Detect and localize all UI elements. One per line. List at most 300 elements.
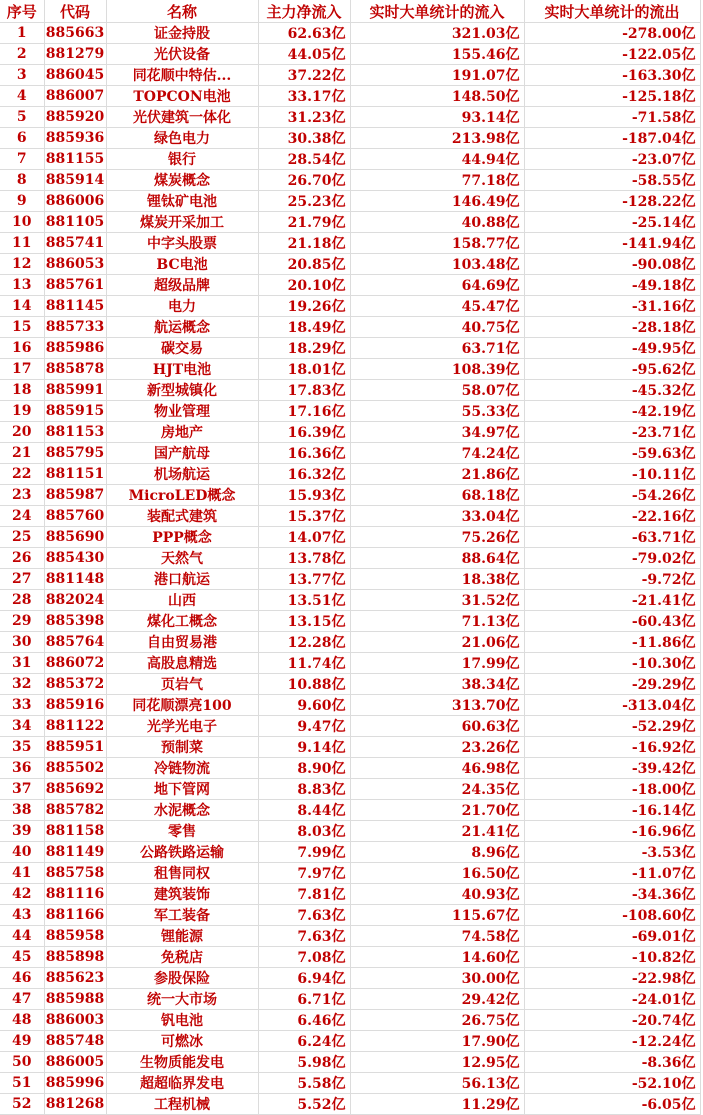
cell-rank: 21 bbox=[0, 443, 44, 464]
cell-large-inflow: 115.67亿 bbox=[350, 905, 524, 926]
cell-large-inflow: 29.42亿 bbox=[350, 989, 524, 1010]
cell-net-inflow: 6.94亿 bbox=[258, 968, 350, 989]
cell-rank: 52 bbox=[0, 1094, 44, 1115]
cell-large-outflow: -95.62亿 bbox=[524, 359, 700, 380]
cell-net-inflow: 16.32亿 bbox=[258, 464, 350, 485]
cell-name: 电力 bbox=[106, 296, 258, 317]
cell-net-inflow: 6.24亿 bbox=[258, 1031, 350, 1052]
cell-net-inflow: 20.85亿 bbox=[258, 254, 350, 275]
cell-net-inflow: 30.38亿 bbox=[258, 128, 350, 149]
cell-net-inflow: 15.93亿 bbox=[258, 485, 350, 506]
table-row bbox=[0, 86, 700, 107]
cell-rank: 14 bbox=[0, 296, 44, 317]
table-row bbox=[0, 317, 700, 338]
cell-net-inflow: 7.97亿 bbox=[258, 863, 350, 884]
table-row bbox=[0, 800, 700, 821]
cell-name: 参股保险 bbox=[106, 968, 258, 989]
cell-name: 自由贸易港 bbox=[106, 632, 258, 653]
cell-name: 页岩气 bbox=[106, 674, 258, 695]
table-row bbox=[0, 611, 700, 632]
cell-rank: 37 bbox=[0, 779, 44, 800]
cell-net-inflow: 17.16亿 bbox=[258, 401, 350, 422]
cell-code: 885936 bbox=[44, 128, 106, 149]
cell-name: 碳交易 bbox=[106, 338, 258, 359]
cell-code: 881166 bbox=[44, 905, 106, 926]
cell-large-outflow: -90.08亿 bbox=[524, 254, 700, 275]
table-row bbox=[0, 1094, 700, 1115]
cell-net-inflow: 16.36亿 bbox=[258, 443, 350, 464]
cell-large-outflow: -313.04亿 bbox=[524, 695, 700, 716]
cell-large-outflow: -8.36亿 bbox=[524, 1052, 700, 1073]
cell-code: 885878 bbox=[44, 359, 106, 380]
cell-name: 锂能源 bbox=[106, 926, 258, 947]
table-row bbox=[0, 758, 700, 779]
cell-rank: 32 bbox=[0, 674, 44, 695]
cell-name: 港口航运 bbox=[106, 569, 258, 590]
cell-net-inflow: 10.88亿 bbox=[258, 674, 350, 695]
cell-code: 885782 bbox=[44, 800, 106, 821]
cell-name: 绿色电力 bbox=[106, 128, 258, 149]
cell-large-outflow: -45.32亿 bbox=[524, 380, 700, 401]
table-row bbox=[0, 485, 700, 506]
cell-large-inflow: 30.00亿 bbox=[350, 968, 524, 989]
cell-name: 物业管理 bbox=[106, 401, 258, 422]
cell-name: HJT电池 bbox=[106, 359, 258, 380]
cell-name: TOPCON电池 bbox=[106, 86, 258, 107]
cell-name: 光伏设备 bbox=[106, 44, 258, 65]
cell-code: 885996 bbox=[44, 1073, 106, 1094]
cell-rank: 44 bbox=[0, 926, 44, 947]
cell-large-outflow: -29.29亿 bbox=[524, 674, 700, 695]
cell-large-inflow: 17.90亿 bbox=[350, 1031, 524, 1052]
cell-rank: 38 bbox=[0, 800, 44, 821]
cell-name: 公路铁路运输 bbox=[106, 842, 258, 863]
cell-large-outflow: -79.02亿 bbox=[524, 548, 700, 569]
table-row bbox=[0, 464, 700, 485]
cell-large-outflow: -63.71亿 bbox=[524, 527, 700, 548]
cell-large-outflow: -58.55亿 bbox=[524, 170, 700, 191]
cell-code: 885623 bbox=[44, 968, 106, 989]
table-row bbox=[0, 863, 700, 884]
cell-rank: 30 bbox=[0, 632, 44, 653]
cell-code: 885690 bbox=[44, 527, 106, 548]
cell-large-outflow: -9.72亿 bbox=[524, 569, 700, 590]
cell-code: 885733 bbox=[44, 317, 106, 338]
table-row bbox=[0, 674, 700, 695]
table-row bbox=[0, 842, 700, 863]
cell-code: 885795 bbox=[44, 443, 106, 464]
cell-large-outflow: -18.00亿 bbox=[524, 779, 700, 800]
cell-net-inflow: 31.23亿 bbox=[258, 107, 350, 128]
cell-code: 885692 bbox=[44, 779, 106, 800]
cell-code: 885958 bbox=[44, 926, 106, 947]
cell-code: 885898 bbox=[44, 947, 106, 968]
table-row bbox=[0, 44, 700, 65]
cell-rank: 3 bbox=[0, 65, 44, 86]
cell-net-inflow: 12.28亿 bbox=[258, 632, 350, 653]
cell-rank: 22 bbox=[0, 464, 44, 485]
cell-net-inflow: 5.98亿 bbox=[258, 1052, 350, 1073]
cell-large-outflow: -49.18亿 bbox=[524, 275, 700, 296]
cell-large-inflow: 191.07亿 bbox=[350, 65, 524, 86]
cell-net-inflow: 15.37亿 bbox=[258, 506, 350, 527]
cell-large-outflow: -60.43亿 bbox=[524, 611, 700, 632]
header-net-inflow: 主力净流入 bbox=[258, 0, 350, 23]
cell-net-inflow: 25.23亿 bbox=[258, 191, 350, 212]
cell-large-inflow: 75.26亿 bbox=[350, 527, 524, 548]
cell-name: 建筑装饰 bbox=[106, 884, 258, 905]
cell-large-outflow: -59.63亿 bbox=[524, 443, 700, 464]
cell-name: 预制菜 bbox=[106, 737, 258, 758]
cell-name: 煤化工概念 bbox=[106, 611, 258, 632]
cell-name: 国产航母 bbox=[106, 443, 258, 464]
table-row bbox=[0, 422, 700, 443]
cell-rank: 11 bbox=[0, 233, 44, 254]
cell-large-inflow: 24.35亿 bbox=[350, 779, 524, 800]
cell-code: 885760 bbox=[44, 506, 106, 527]
cell-large-inflow: 11.29亿 bbox=[350, 1094, 524, 1115]
cell-code: 886003 bbox=[44, 1010, 106, 1031]
cell-rank: 35 bbox=[0, 737, 44, 758]
cell-large-inflow: 63.71亿 bbox=[350, 338, 524, 359]
cell-net-inflow: 16.39亿 bbox=[258, 422, 350, 443]
cell-large-inflow: 103.48亿 bbox=[350, 254, 524, 275]
cell-net-inflow: 13.15亿 bbox=[258, 611, 350, 632]
table-row bbox=[0, 107, 700, 128]
header-code: 代码 bbox=[44, 0, 106, 23]
cell-name: 工程机械 bbox=[106, 1094, 258, 1115]
cell-large-outflow: -49.95亿 bbox=[524, 338, 700, 359]
cell-large-inflow: 213.98亿 bbox=[350, 128, 524, 149]
cell-name: 锂钛矿电池 bbox=[106, 191, 258, 212]
cell-net-inflow: 7.63亿 bbox=[258, 905, 350, 926]
cell-large-inflow: 33.04亿 bbox=[350, 506, 524, 527]
cell-name: 山西 bbox=[106, 590, 258, 611]
cell-large-inflow: 26.75亿 bbox=[350, 1010, 524, 1031]
cell-large-inflow: 21.41亿 bbox=[350, 821, 524, 842]
table-row bbox=[0, 716, 700, 737]
cell-name: 煤炭开采加工 bbox=[106, 212, 258, 233]
cell-rank: 4 bbox=[0, 86, 44, 107]
header-name: 名称 bbox=[106, 0, 258, 23]
cell-rank: 23 bbox=[0, 485, 44, 506]
cell-code: 881155 bbox=[44, 149, 106, 170]
cell-large-inflow: 74.24亿 bbox=[350, 443, 524, 464]
cell-code: 885741 bbox=[44, 233, 106, 254]
cell-net-inflow: 7.81亿 bbox=[258, 884, 350, 905]
cell-large-inflow: 60.63亿 bbox=[350, 716, 524, 737]
cell-large-outflow: -25.14亿 bbox=[524, 212, 700, 233]
table-row bbox=[0, 1010, 700, 1031]
cell-code: 886072 bbox=[44, 653, 106, 674]
cell-rank: 39 bbox=[0, 821, 44, 842]
table-row bbox=[0, 968, 700, 989]
cell-large-outflow: -187.04亿 bbox=[524, 128, 700, 149]
cell-code: 886045 bbox=[44, 65, 106, 86]
cell-rank: 10 bbox=[0, 212, 44, 233]
table-row bbox=[0, 254, 700, 275]
cell-name: 新型城镇化 bbox=[106, 380, 258, 401]
cell-large-inflow: 68.18亿 bbox=[350, 485, 524, 506]
cell-name: 装配式建筑 bbox=[106, 506, 258, 527]
cell-code: 881279 bbox=[44, 44, 106, 65]
cell-large-inflow: 44.94亿 bbox=[350, 149, 524, 170]
cell-net-inflow: 14.07亿 bbox=[258, 527, 350, 548]
cell-name: 冷链物流 bbox=[106, 758, 258, 779]
cell-code: 881116 bbox=[44, 884, 106, 905]
cell-name: 可燃冰 bbox=[106, 1031, 258, 1052]
cell-large-inflow: 23.26亿 bbox=[350, 737, 524, 758]
cell-large-outflow: -39.42亿 bbox=[524, 758, 700, 779]
cell-rank: 47 bbox=[0, 989, 44, 1010]
table-row bbox=[0, 632, 700, 653]
cell-code: 885430 bbox=[44, 548, 106, 569]
cell-large-inflow: 93.14亿 bbox=[350, 107, 524, 128]
cell-large-outflow: -3.53亿 bbox=[524, 842, 700, 863]
cell-net-inflow: 9.14亿 bbox=[258, 737, 350, 758]
table-row bbox=[0, 359, 700, 380]
cell-rank: 17 bbox=[0, 359, 44, 380]
cell-name: 中字头股票 bbox=[106, 233, 258, 254]
cell-name: 水泥概念 bbox=[106, 800, 258, 821]
cell-net-inflow: 6.46亿 bbox=[258, 1010, 350, 1031]
cell-rank: 25 bbox=[0, 527, 44, 548]
cell-rank: 20 bbox=[0, 422, 44, 443]
cell-large-inflow: 148.50亿 bbox=[350, 86, 524, 107]
cell-large-outflow: -108.60亿 bbox=[524, 905, 700, 926]
table-row bbox=[0, 149, 700, 170]
table-row bbox=[0, 569, 700, 590]
cell-large-outflow: -11.86亿 bbox=[524, 632, 700, 653]
cell-rank: 24 bbox=[0, 506, 44, 527]
table-row bbox=[0, 737, 700, 758]
cell-large-outflow: -16.14亿 bbox=[524, 800, 700, 821]
cell-large-inflow: 12.95亿 bbox=[350, 1052, 524, 1073]
cell-large-outflow: -54.26亿 bbox=[524, 485, 700, 506]
table-row bbox=[0, 527, 700, 548]
cell-net-inflow: 13.51亿 bbox=[258, 590, 350, 611]
table-row bbox=[0, 338, 700, 359]
cell-net-inflow: 13.78亿 bbox=[258, 548, 350, 569]
cell-net-inflow: 7.08亿 bbox=[258, 947, 350, 968]
table-row bbox=[0, 926, 700, 947]
cell-large-inflow: 71.13亿 bbox=[350, 611, 524, 632]
cell-rank: 49 bbox=[0, 1031, 44, 1052]
cell-net-inflow: 20.10亿 bbox=[258, 275, 350, 296]
cell-code: 885758 bbox=[44, 863, 106, 884]
table-row bbox=[0, 506, 700, 527]
cell-rank: 28 bbox=[0, 590, 44, 611]
cell-code: 885914 bbox=[44, 170, 106, 191]
cell-large-inflow: 38.34亿 bbox=[350, 674, 524, 695]
cell-code: 885748 bbox=[44, 1031, 106, 1052]
cell-net-inflow: 37.22亿 bbox=[258, 65, 350, 86]
cell-name: 军工装备 bbox=[106, 905, 258, 926]
cell-name: 航运概念 bbox=[106, 317, 258, 338]
cell-code: 881158 bbox=[44, 821, 106, 842]
cell-code: 885920 bbox=[44, 107, 106, 128]
cell-large-inflow: 40.88亿 bbox=[350, 212, 524, 233]
cell-large-inflow: 8.96亿 bbox=[350, 842, 524, 863]
cell-large-inflow: 17.99亿 bbox=[350, 653, 524, 674]
cell-name: 同花顺中特估... bbox=[106, 65, 258, 86]
cell-large-outflow: -71.58亿 bbox=[524, 107, 700, 128]
cell-large-inflow: 40.93亿 bbox=[350, 884, 524, 905]
cell-large-inflow: 88.64亿 bbox=[350, 548, 524, 569]
cell-large-outflow: -163.30亿 bbox=[524, 65, 700, 86]
cell-rank: 12 bbox=[0, 254, 44, 275]
table-row bbox=[0, 275, 700, 296]
cell-name: PPP概念 bbox=[106, 527, 258, 548]
header-large-outflow: 实时大单统计的流出 bbox=[524, 0, 700, 23]
table-row bbox=[0, 1052, 700, 1073]
cell-code: 885986 bbox=[44, 338, 106, 359]
cell-large-inflow: 21.70亿 bbox=[350, 800, 524, 821]
cell-large-outflow: -52.29亿 bbox=[524, 716, 700, 737]
cell-large-inflow: 108.39亿 bbox=[350, 359, 524, 380]
cell-code: 885663 bbox=[44, 23, 106, 44]
cell-name: 地下管网 bbox=[106, 779, 258, 800]
cell-rank: 2 bbox=[0, 44, 44, 65]
cell-large-inflow: 155.46亿 bbox=[350, 44, 524, 65]
cell-net-inflow: 17.83亿 bbox=[258, 380, 350, 401]
cell-rank: 9 bbox=[0, 191, 44, 212]
cell-code: 885764 bbox=[44, 632, 106, 653]
table-row bbox=[0, 590, 700, 611]
cell-large-outflow: -28.18亿 bbox=[524, 317, 700, 338]
cell-large-outflow: -6.05亿 bbox=[524, 1094, 700, 1115]
cell-large-inflow: 58.07亿 bbox=[350, 380, 524, 401]
cell-rank: 27 bbox=[0, 569, 44, 590]
cell-large-outflow: -10.11亿 bbox=[524, 464, 700, 485]
cell-code: 885502 bbox=[44, 758, 106, 779]
table-row bbox=[0, 1031, 700, 1052]
cell-code: 881153 bbox=[44, 422, 106, 443]
cell-rank: 46 bbox=[0, 968, 44, 989]
cell-net-inflow: 9.47亿 bbox=[258, 716, 350, 737]
cell-large-outflow: -16.96亿 bbox=[524, 821, 700, 842]
cell-code: 885398 bbox=[44, 611, 106, 632]
cell-large-outflow: -125.18亿 bbox=[524, 86, 700, 107]
cell-rank: 31 bbox=[0, 653, 44, 674]
cell-large-inflow: 21.06亿 bbox=[350, 632, 524, 653]
cell-name: 钒电池 bbox=[106, 1010, 258, 1031]
cell-rank: 36 bbox=[0, 758, 44, 779]
cell-code: 885991 bbox=[44, 380, 106, 401]
cell-name: 超级品牌 bbox=[106, 275, 258, 296]
table-row bbox=[0, 884, 700, 905]
cell-name: 光学光电子 bbox=[106, 716, 258, 737]
cell-name: 免税店 bbox=[106, 947, 258, 968]
cell-name: 高股息精选 bbox=[106, 653, 258, 674]
cell-name: 生物质能发电 bbox=[106, 1052, 258, 1073]
cell-name: 房地产 bbox=[106, 422, 258, 443]
cell-rank: 51 bbox=[0, 1073, 44, 1094]
cell-net-inflow: 21.79亿 bbox=[258, 212, 350, 233]
header-row bbox=[0, 0, 700, 23]
cell-net-inflow: 9.60亿 bbox=[258, 695, 350, 716]
cell-code: 886005 bbox=[44, 1052, 106, 1073]
cell-code: 885951 bbox=[44, 737, 106, 758]
cell-rank: 26 bbox=[0, 548, 44, 569]
table-row bbox=[0, 947, 700, 968]
cell-large-inflow: 146.49亿 bbox=[350, 191, 524, 212]
table-row bbox=[0, 548, 700, 569]
cell-large-outflow: -52.10亿 bbox=[524, 1073, 700, 1094]
cell-large-outflow: -21.41亿 bbox=[524, 590, 700, 611]
header-large-inflow: 实时大单统计的流入 bbox=[350, 0, 524, 23]
table-row bbox=[0, 401, 700, 422]
cell-large-outflow: -31.16亿 bbox=[524, 296, 700, 317]
cell-net-inflow: 19.26亿 bbox=[258, 296, 350, 317]
cell-large-inflow: 34.97亿 bbox=[350, 422, 524, 443]
cell-name: 天然气 bbox=[106, 548, 258, 569]
cell-net-inflow: 5.58亿 bbox=[258, 1073, 350, 1094]
cell-large-inflow: 40.75亿 bbox=[350, 317, 524, 338]
cell-code: 885915 bbox=[44, 401, 106, 422]
cell-net-inflow: 44.05亿 bbox=[258, 44, 350, 65]
table-row bbox=[0, 1073, 700, 1094]
cell-code: 885988 bbox=[44, 989, 106, 1010]
cell-rank: 42 bbox=[0, 884, 44, 905]
cell-name: 证金持股 bbox=[106, 23, 258, 44]
cell-name: 租售同权 bbox=[106, 863, 258, 884]
cell-large-outflow: -22.16亿 bbox=[524, 506, 700, 527]
cell-large-inflow: 64.69亿 bbox=[350, 275, 524, 296]
cell-large-inflow: 321.03亿 bbox=[350, 23, 524, 44]
cell-net-inflow: 62.63亿 bbox=[258, 23, 350, 44]
table-row bbox=[0, 380, 700, 401]
cell-large-outflow: -141.94亿 bbox=[524, 233, 700, 254]
table-row bbox=[0, 989, 700, 1010]
cell-net-inflow: 18.29亿 bbox=[258, 338, 350, 359]
cell-code: 881145 bbox=[44, 296, 106, 317]
cell-rank: 16 bbox=[0, 338, 44, 359]
cell-rank: 29 bbox=[0, 611, 44, 632]
cell-rank: 13 bbox=[0, 275, 44, 296]
cell-large-outflow: -16.92亿 bbox=[524, 737, 700, 758]
table-row bbox=[0, 128, 700, 149]
cell-rank: 8 bbox=[0, 170, 44, 191]
cell-name: MicroLED概念 bbox=[106, 485, 258, 506]
cell-net-inflow: 18.01亿 bbox=[258, 359, 350, 380]
cell-net-inflow: 7.63亿 bbox=[258, 926, 350, 947]
cell-rank: 43 bbox=[0, 905, 44, 926]
table-row bbox=[0, 65, 700, 86]
cell-net-inflow: 13.77亿 bbox=[258, 569, 350, 590]
cell-name: 机场航运 bbox=[106, 464, 258, 485]
cell-large-inflow: 77.18亿 bbox=[350, 170, 524, 191]
table-row bbox=[0, 443, 700, 464]
cell-large-outflow: -69.01亿 bbox=[524, 926, 700, 947]
table-row bbox=[0, 695, 700, 716]
cell-net-inflow: 8.83亿 bbox=[258, 779, 350, 800]
cell-net-inflow: 28.54亿 bbox=[258, 149, 350, 170]
cell-large-outflow: -12.24亿 bbox=[524, 1031, 700, 1052]
cell-large-inflow: 31.52亿 bbox=[350, 590, 524, 611]
cell-rank: 18 bbox=[0, 380, 44, 401]
cell-name: 零售 bbox=[106, 821, 258, 842]
cell-code: 886007 bbox=[44, 86, 106, 107]
header-rank: 序号 bbox=[0, 0, 44, 23]
cell-large-inflow: 45.47亿 bbox=[350, 296, 524, 317]
cell-code: 881122 bbox=[44, 716, 106, 737]
cell-name: 银行 bbox=[106, 149, 258, 170]
cell-rank: 40 bbox=[0, 842, 44, 863]
cell-rank: 19 bbox=[0, 401, 44, 422]
cell-large-outflow: -10.30亿 bbox=[524, 653, 700, 674]
cell-net-inflow: 8.44亿 bbox=[258, 800, 350, 821]
